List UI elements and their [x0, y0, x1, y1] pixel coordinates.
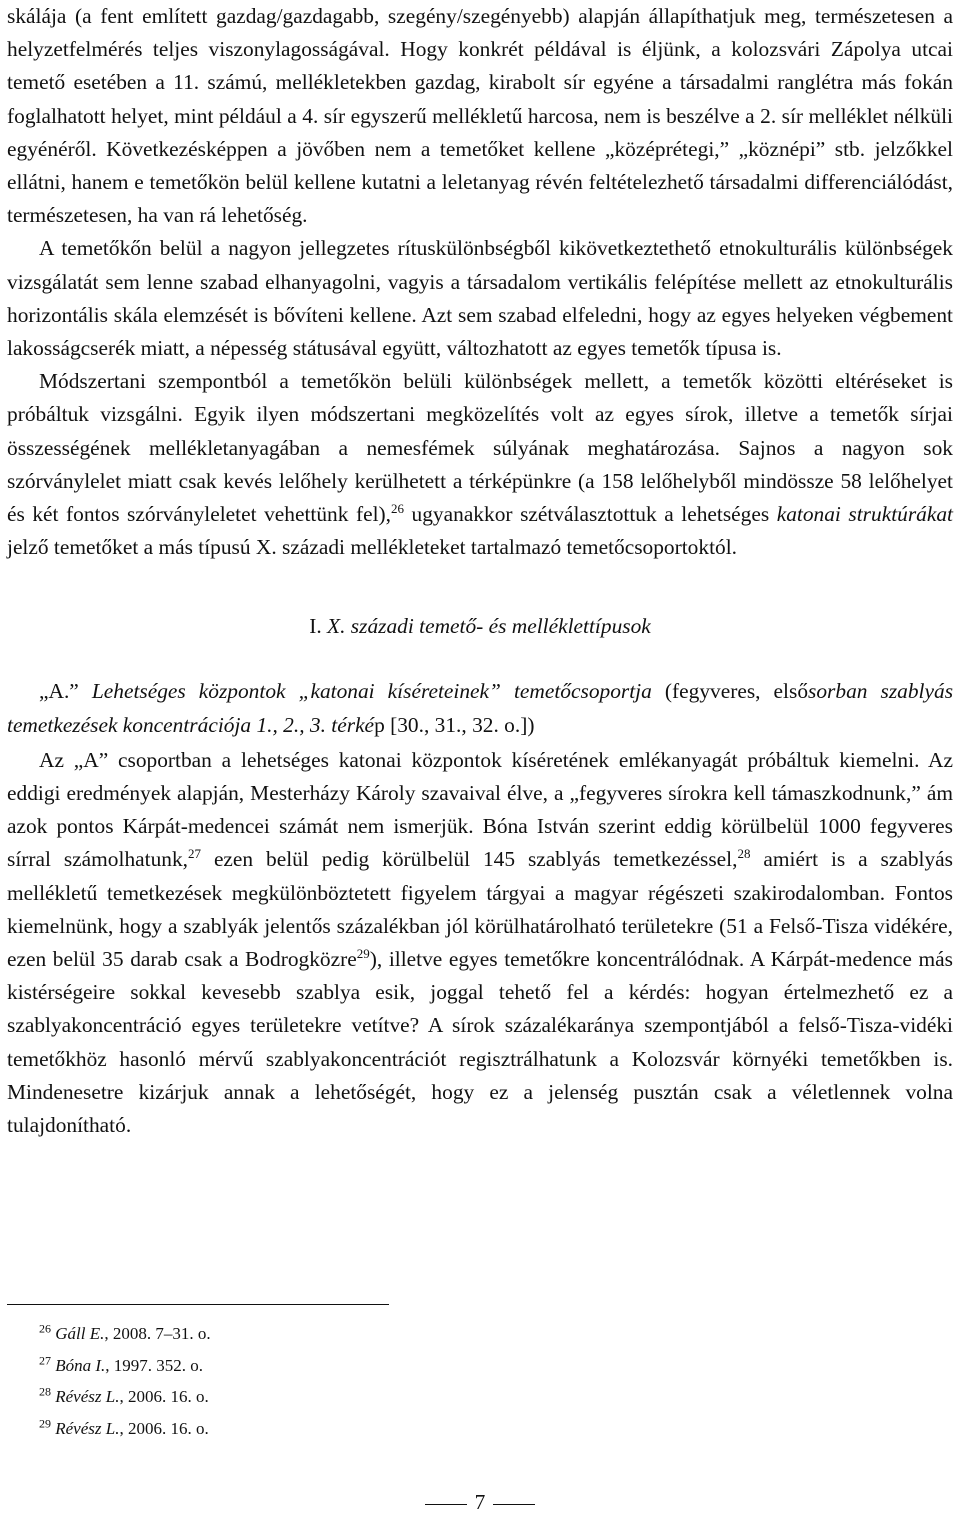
footnote-29 — [39, 1413, 211, 1445]
footnote-ref-27[interactable]: 27 — [188, 846, 202, 862]
footnote-citation: , 2006. 16. o. — [119, 1387, 209, 1407]
paragraph-3-text-a: Módszertani szempontból a temetőkön belüli különbségek mellett, a temetők közötti eltéréseket is próbáltuk vizsgálni. Egyik ilyen módszertani megközelítés volt az egyes sírok, illetve a temetők sírjai összességének mellékletanyagában a nemesfémek súlyának meghatározása. Sajnos a nagyon sok szórványlelet miatt csak kevés lelőhely kerülhetett a térképünkre (a 158 lelőhelyből mindössze 58 lelőhelyet és két fontos szórványleletet vehettünk fel), — [7, 369, 953, 527]
paragraph-4-text-b: ezen belül pedig körülbelül 145 szablyás temetkezéssel, — [201, 847, 738, 872]
footnote-ref-28[interactable]: 28 — [737, 846, 751, 862]
footnote-author: Gáll E. — [55, 1324, 105, 1343]
footnote-number: 28 — [39, 1384, 51, 1399]
footnote-26 — [39, 1318, 211, 1350]
paragraph-3-text-c: jelző temetőket a más típusú X. századi mellékleteket tartalmazó temetőcsoportoktól. — [7, 535, 737, 560]
footnote-number: 27 — [39, 1352, 51, 1367]
footnote-divider — [7, 1304, 389, 1305]
paragraph-4-text-c: amiért is a szablyás mellékletű temetkezések megkülönböztetett figyelem tárgyai a magyar régészeti szakirodalomban. Fontos kiemelnünk, hogy a szablyák jelentős százalékban jól körülhatárolható területekre (51 a Felső-Tisza vidékére, ezen belül 35 darab csak a Bodrogközre — [7, 847, 953, 972]
subsection-title: Lehetséges központok „katonai kíséreteinek” temetőcsoportja — [78, 679, 652, 704]
footnote-ref-26[interactable]: 26 — [391, 500, 404, 516]
footnote-number: 26 — [39, 1321, 51, 1336]
section-heading-roman: I. — [309, 614, 328, 639]
footnotes — [39, 1318, 211, 1444]
paragraph-4-text-d: ), illetve egyes temetőkre koncentrálódnak. A Kárpát-medence más kistérségeire sokkal kevesebb szablya esik, joggal tehető fel a kérdés: hogyan értelmezhető ez a szablyakoncentráció egyes területekre vetítve? A sírok százalékaránya szempontjából a felső-Tisza-vidéki temetőkhöz hasonló mérvű szablyakoncentrációt regisztrálhatunk a Kolozsvár környéki temetőkben is. Mindenesetre kizárjuk annak a lehetőségét, hogy ez a jelenség pusztán csak a véletlennek volna tulajdonítható. — [7, 947, 953, 1138]
footnote-citation: , 2008. 7–31. o. — [104, 1324, 211, 1343]
footnote-author: Révész L. — [55, 1418, 120, 1438]
section-heading-title: X. századi temető- és melléklettípusok — [327, 614, 651, 639]
subsection-heading — [7, 675, 953, 741]
paragraph-4-text-a: Az „A” csoportban a lehetséges katonai központok kíséretének emlékanyagát próbáltuk kiemelni. Az eddigi eredmények alapján, Mesterházy Károly szavaival élve, a „fegyveres sírokra kell támaszkodnunk,” ám azok pontos Kárpát-medencei számát nem ismerjük. Bóna István szerint eddig körülbelül 1000 fegyveres sírral számolhatunk, — [7, 747, 953, 872]
paragraph-1: skálája (a fent említett gazdag/gazdagabb, szegény/szegényebb) alapján állapíthatjuk meg, természetesen a helyzetfelmérés teljes viszonylagosságával. Hogy konkrét példával is éljünk, a kolozsvári Zápolya utcai temető esetében a 11. számú, mellékletekben gazdag, kirabolt sír egyéne a társadalmi ranglétra más fokán foglalhatott helyet, mint például a 4. sír egyszerű mellékletű harcosa, nem is beszélve a 2. sír melléklet nélküli egyénéről. Következésképpen a jövőben nem a temetőket kellene „középrétegi,” „köznépi” stb. jelzőkkel ellátni, hanem e temetőkön belül kellene kutatni a leletanyag révén feltételezhető társadalmi differenciálódást, természetesen, ha van rá lehetőség. — [7, 4, 953, 228]
subsection-note-italic: sorban szablyás temetkezések koncentrációja 1., 2., 3. térké — [7, 679, 954, 737]
page-number — [7, 1488, 953, 1516]
footnote-27 — [39, 1350, 211, 1382]
subsection-note-b: p [30., 31., 32. o.]) — [374, 712, 535, 737]
footnote-number: 29 — [39, 1416, 51, 1431]
paragraph-3-text-b: ugyanakkor szétválasztottuk a lehetséges — [404, 502, 777, 527]
paragraph-3 — [7, 365, 953, 564]
footnote-author: Bóna I. — [55, 1355, 106, 1375]
paragraph-3-emphasis: katonai struktúrákat — [776, 502, 953, 527]
footnote-citation: , 1997. 352. o. — [105, 1355, 204, 1375]
subsection-note-a: (fegyveres, első — [651, 679, 809, 704]
page-number-value: 7 — [474, 1490, 486, 1514]
footnote-28 — [39, 1381, 211, 1413]
document-page — [7, 0, 954, 1514]
footnote-ref-29[interactable]: 29 — [356, 945, 370, 961]
paragraph-2: A temetőkőn belül a nagyon jellegzetes rítuskülönbségből kikövetkeztethető etnokulturális különbségek vizsgálatát sem lenne szabad elhanyagolni, vagyis a társadalom vertikális felépítése mellett az etnokulturális horizontális skála elemzését is bővíteni kellene. Azt sem szabad elfeledni, hogy az egyes helyeken végbement lakosságcserék miatt, a népesség státusával együtt, változhatott az egyes temetők típusa is. — [7, 236, 953, 361]
paragraph-4 — [7, 744, 953, 1142]
page-number-dash-right — [493, 1504, 535, 1505]
subsection-label: „A.” — [39, 679, 79, 704]
section-heading — [7, 564, 953, 675]
footnote-citation: , 2006. 16. o. — [119, 1418, 209, 1438]
footnote-author: Révész L. — [55, 1387, 120, 1407]
page-number-dash-left — [425, 1504, 467, 1505]
